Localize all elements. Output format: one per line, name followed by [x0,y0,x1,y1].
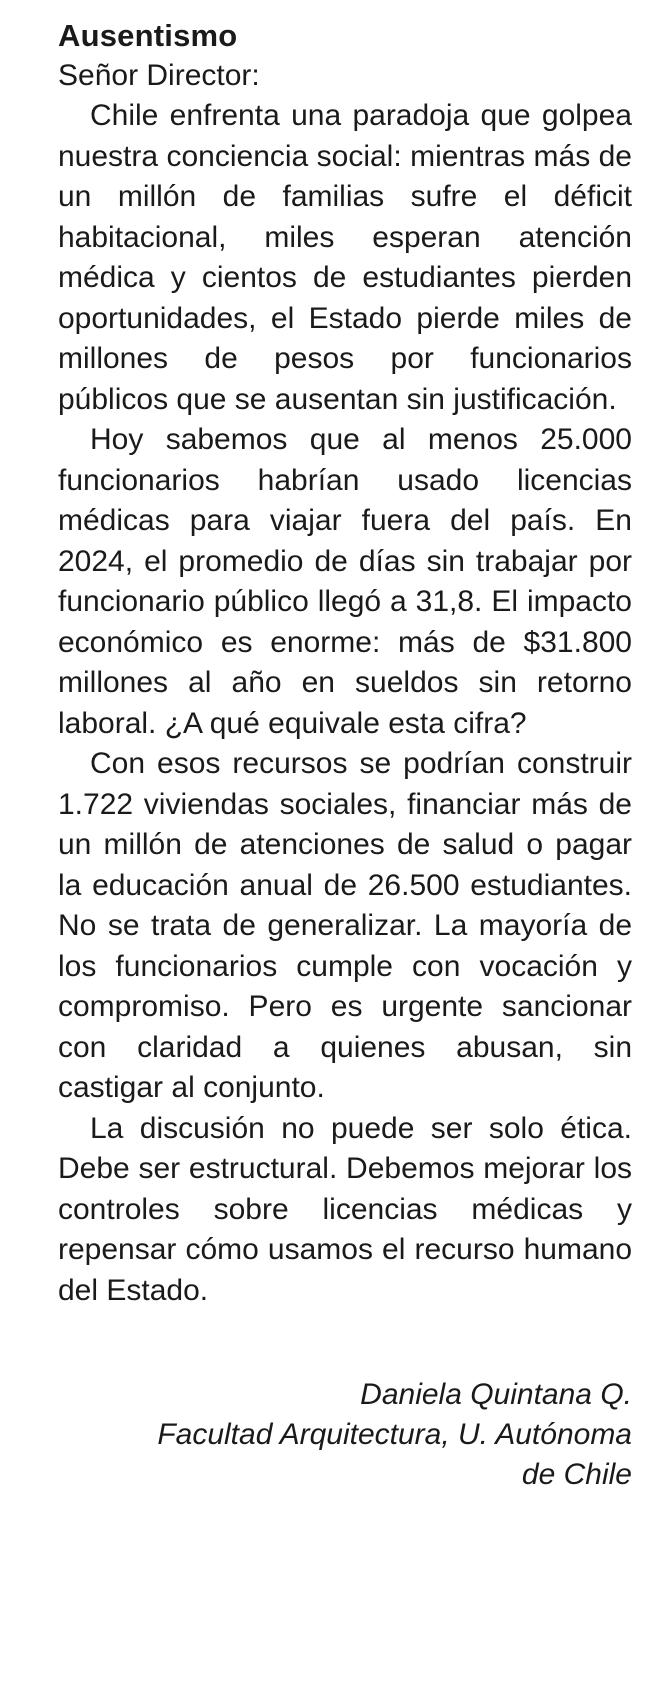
paragraph-3: Con esos recursos se podrían construir 1.722 viviendas sociales, financiar más de un millón de atenciones de salud o pagar la educación anual de 26.500 estudiantes. No se trata de generalizar. La mayoría de los funcionarios cumple con vocación y compromiso. Pero es urgente sancionar con claridad a quienes abusan, sin castigar al conjunto. [58,747,632,1104]
salutation: Señor Director: [58,59,260,92]
letter-column [58,16,632,1495]
letter-title: Ausentismo [58,18,238,53]
paragraph-2: Hoy sabemos que al menos 25.000 funcionarios habrían usado licencias médicas para viajar fuera del país. En 2024, el promedio de días sin trabajar por funcionario público llegó a 31,8. El impacto económico es enorme: más de $31.800 millones al año en sueldos sin retorno laboral. ¿A qué equivale esta cifra? [58,423,632,740]
paragraph-1: Chile enfrenta una paradoja que golpea nuestra conciencia social: mientras más de un millón de familias sufre el déficit habitacional, miles esperan atención médica y cientos de estudiantes pierden oportunidades, el Estado pierde miles de millones de pesos por funcionarios públicos que se ausentan sin justificación. [58,99,632,416]
paragraph-4: La discusión no puede ser solo ética. Debe ser estructural. Debemos mejorar los controles sobre licencias médicas y repensar cómo usamos el recurso humano del Estado. [58,1111,632,1307]
author-affiliation-line-1: Facultad Arquitectura, U. Autónoma [157,1418,632,1451]
signature-block [58,1375,632,1495]
author-name: Daniela Quintana Q. [360,1378,632,1411]
author-affiliation-line-2: de Chile [521,1458,632,1491]
